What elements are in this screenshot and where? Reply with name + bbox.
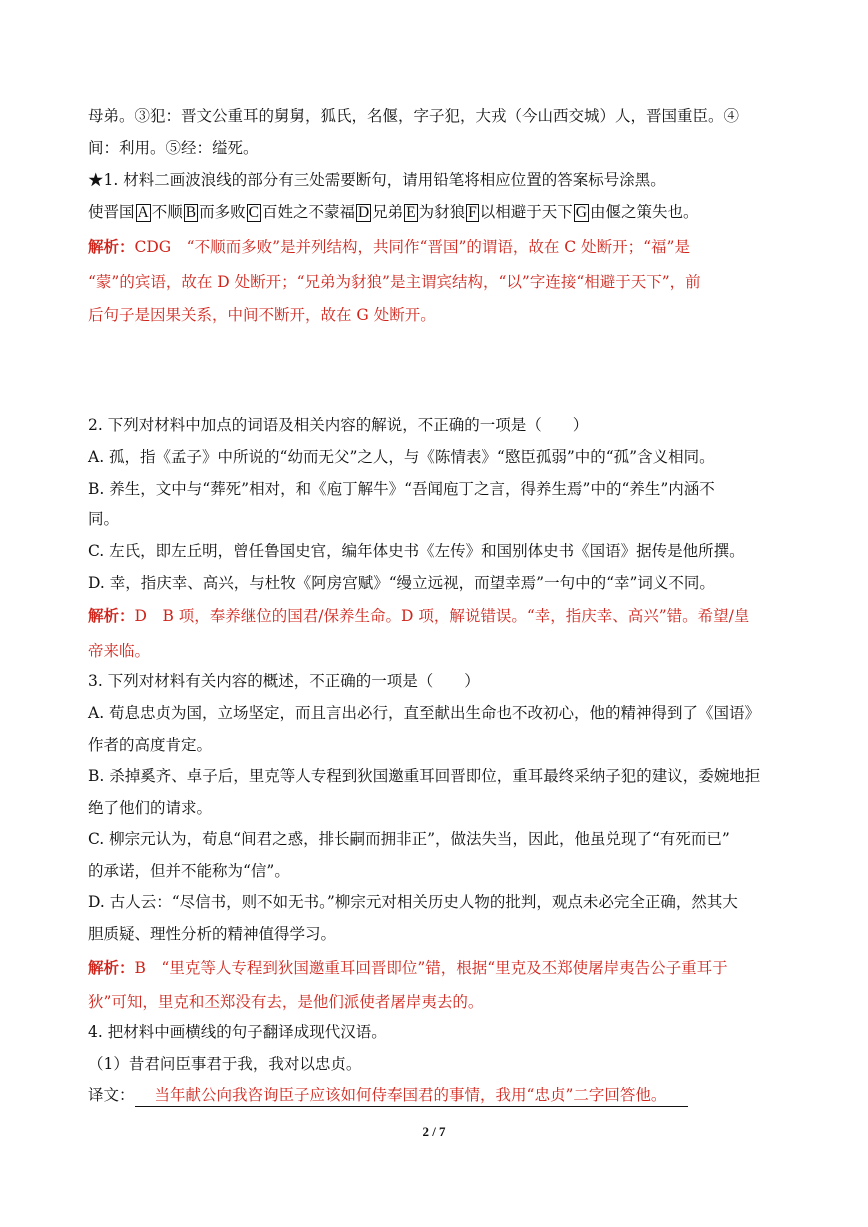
analysis-label: 解析： xyxy=(88,607,135,625)
mark-c-checkbox[interactable]: C xyxy=(248,204,259,221)
segment: 为豺狼 xyxy=(418,203,466,221)
analysis-text: D B 项，奉养继位的国君/保养生命。D 项，解说错误。“幸，指庆幸、高兴”错。希望/皇 xyxy=(134,607,750,625)
option: C. 柳宗元认为，荀息“间君之惑，排长嗣而拥非正”，做法失当，因此，他虽兑现了“有死而已” xyxy=(88,830,730,848)
analysis-text: 帝来临。 xyxy=(88,642,151,660)
answer-label: 译文： xyxy=(88,1086,135,1104)
option: A. 荀息忠贞为国，立场坚定，而且言出必行，直至献出生命也不改初心，他的精神得到了《国语》 xyxy=(88,704,761,722)
option: C. 左氏，即左丘明，曾任鲁国史官，编年体史书《左传》和国别体史书《国语》据传是他所撰。 xyxy=(88,542,745,560)
analysis-3 xyxy=(88,957,728,979)
page-number: 2 / 7 xyxy=(422,1124,446,1139)
analysis-label: 解析： xyxy=(88,959,135,977)
option: D. 幸，指庆幸、高兴，与杜牧《阿房宫赋》“缦立远视，而望幸焉”一句中的“幸”词义不同。 xyxy=(88,574,715,592)
analysis-1 xyxy=(88,236,690,258)
analysis-text: CDG “不顺而多败”是并列结构，共同作“晋国”的谓语，故在 C 处断开；“福”是 xyxy=(134,238,690,256)
mark-e-checkbox[interactable]: E xyxy=(406,204,416,221)
answer-line xyxy=(88,1084,688,1107)
analysis-text: 后句子是因果关系，中间不断开，故在 G 处断开。 xyxy=(88,306,436,324)
analysis-label: 解析： xyxy=(88,238,135,256)
answer-text: 当年献公向我咨询臣子应该如何侍奉国君的事情，我用“忠贞”二字回答他。 xyxy=(135,1084,689,1107)
analysis-text: 狄”可知，里克和丕郑没有去，是他们派使者屠岸夷去的。 xyxy=(88,993,484,1011)
question-4: 4. 把材料中画横线的句子翻译成现代汉语。 xyxy=(88,1023,387,1041)
mark-g-checkbox[interactable]: G xyxy=(575,204,587,221)
analysis-2 xyxy=(88,605,749,627)
option: D. 古人云：“尽信书，则不如无书。”柳宗元对相关历史人物的批判，观点未必完全正确，然其大 xyxy=(88,893,738,911)
option: B. 杀掉奚齐、卓子后，里克等人专程到狄国邀重耳回晋即位，重耳最终采纳子犯的建议，委婉地拒 xyxy=(88,767,761,785)
analysis-text: B “里克等人专程到狄国邀重耳回晋即位”错，根据“里克及丕郑使屠岸夷告公子重耳于 xyxy=(134,959,728,977)
segment: 百姓之不蒙福 xyxy=(261,203,355,221)
sentence-break-line xyxy=(88,201,699,223)
note-line: 间：利用。⑤经：缢死。 xyxy=(88,139,259,157)
note-line: 母弟。③犯：晋文公重耳的舅舅，狐氏，名偃，字子犯，大戎（今山西交城）人，晋国重臣。④ xyxy=(88,107,740,125)
question-3: 3. 下列对材料有关内容的概述，不正确的一项是（ ） xyxy=(88,672,480,690)
segment: 以相避于天下 xyxy=(479,203,573,221)
mark-b-checkbox[interactable]: B xyxy=(185,204,197,221)
option: 作者的高度肯定。 xyxy=(88,736,213,754)
segment: 兄弟 xyxy=(372,203,404,221)
question-1: ★1. 材料二画波浪线的部分有三处需要断句，请用铅笔将相应位置的答案标号涂黑。 xyxy=(88,171,666,189)
segment: 使晋国 xyxy=(88,203,135,221)
mark-a-checkbox[interactable]: A xyxy=(137,204,149,221)
question-2: 2. 下列对材料中加点的词语及相关内容的解说，不正确的一项是（ ） xyxy=(88,416,589,434)
option: 同。 xyxy=(88,510,120,528)
segment: 不顺 xyxy=(151,203,183,221)
mark-f-checkbox[interactable]: F xyxy=(468,204,477,221)
option: 绝了他们的请求。 xyxy=(88,799,213,817)
option: 的承诺，但并不能称为“信”。 xyxy=(88,862,290,880)
mark-d-checkbox[interactable]: D xyxy=(357,204,370,221)
segment: 而多败 xyxy=(199,203,246,221)
option: B. 养生，文中与“葬死”相对，和《庖丁解牛》“吾闻庖丁之言，得养生焉”中的“养生”内涵不 xyxy=(88,480,715,498)
analysis-text: “蒙”的宾语，故在 D 处断开；“兄弟为豺狼”是主谓宾结构，“以”字连接“相避于天下”，前 xyxy=(88,273,701,291)
option: 胆质疑、理性分析的精神值得学习。 xyxy=(88,925,337,943)
segment: 由偃之策失也。 xyxy=(590,203,699,221)
sub-question: （1）昔君问臣事君于我，我对以忠贞。 xyxy=(88,1055,362,1073)
option: A. 孤，指《孟子》中所说的“幼而无父”之人，与《陈情表》“愍臣孤弱”中的“孤”含义相同。 xyxy=(88,448,715,466)
